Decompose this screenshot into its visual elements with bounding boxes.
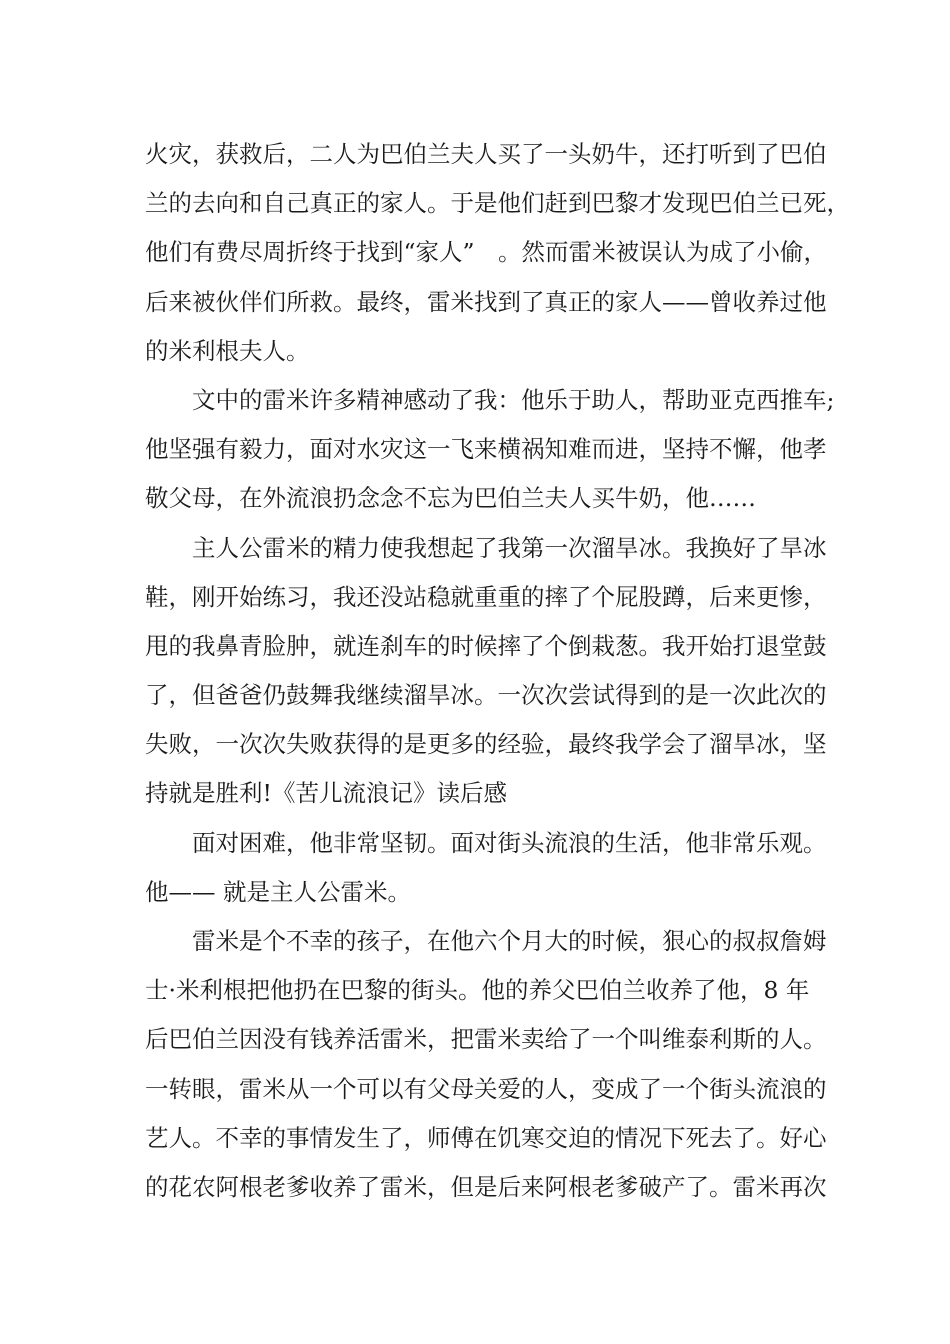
text-line: 面对困难，他非常坚韧。面对街头流浪的生活，他非常乐观。 [192, 828, 827, 857]
text-line: 持就是胜利!《苦儿流浪记》读后感 [145, 779, 507, 808]
text-line: 士·米利根把他扔在巴黎的街头。他的养父巴伯兰收养了他，8 年 [145, 976, 810, 1005]
text-line: 后巴伯兰因没有钱养活雷米，把雷米卖给了一个叫维泰利斯的人。 [145, 1025, 827, 1054]
text-line: 后来被伙伴们所救。最终，雷米找到了真正的家人——曾收养过他 [145, 287, 827, 316]
text-line: 了，但爸爸仍鼓舞我继续溜旱冰。一次次尝试得到的是一次此次的 [145, 681, 827, 710]
text-line: 文中的雷米许多精神感动了我：他乐于助人，帮助亚克西推车; [192, 385, 835, 414]
document-body [145, 130, 850, 1212]
text-line: 主人公雷米的精力使我想起了我第一次溜旱冰。我换好了旱冰 [192, 533, 827, 562]
text-line: 他坚强有毅力，面对水灾这一飞来横祸知难而进，坚持不懈，他孝 [145, 435, 827, 464]
text-line: 火灾，获救后，二人为巴伯兰夫人买了一头奶牛，还打听到了巴伯 [145, 140, 827, 168]
text-line: 的花农阿根老爹收养了雷米，但是后来阿根老爹破产了。雷米再次 [145, 1172, 827, 1201]
text-line: 艺人。不幸的事情发生了，师傅在饥寒交迫的情况下死去了。好心 [145, 1123, 827, 1152]
text-line: 甩的我鼻青脸肿，就连刹车的时候摔了个倒栽葱。我开始打退堂鼓 [145, 631, 827, 660]
text-line: 他—— 就是主人公雷米。 [145, 877, 411, 906]
text-line: 的米利根夫人。 [145, 336, 310, 365]
text-line: 一转眼，雷米从一个可以有父母关爱的人，变成了一个街头流浪的 [145, 1074, 827, 1103]
text-line: 雷米是个不幸的孩子，在他六个月大的时候，狠心的叔叔詹姆 [192, 927, 827, 955]
text-line: 敬父母，在外流浪扔念念不忘为巴伯兰夫人买牛奶，他…… [145, 484, 756, 513]
text-line: 兰的去向和自己真正的家人。于是他们赶到巴黎才发现巴伯兰已死， [145, 189, 850, 218]
text-line: 他们有费尽周折终于找到“家人” 。然而雷米被误认为成了小偷， [145, 238, 828, 267]
text-line: 鞋，刚开始练习，我还没站稳就重重的摔了个屁股蹲，后来更惨， [145, 582, 827, 611]
text-line: 失败，一次次失败获得的是更多的经验，最终我学会了溜旱冰，坚 [145, 730, 827, 759]
